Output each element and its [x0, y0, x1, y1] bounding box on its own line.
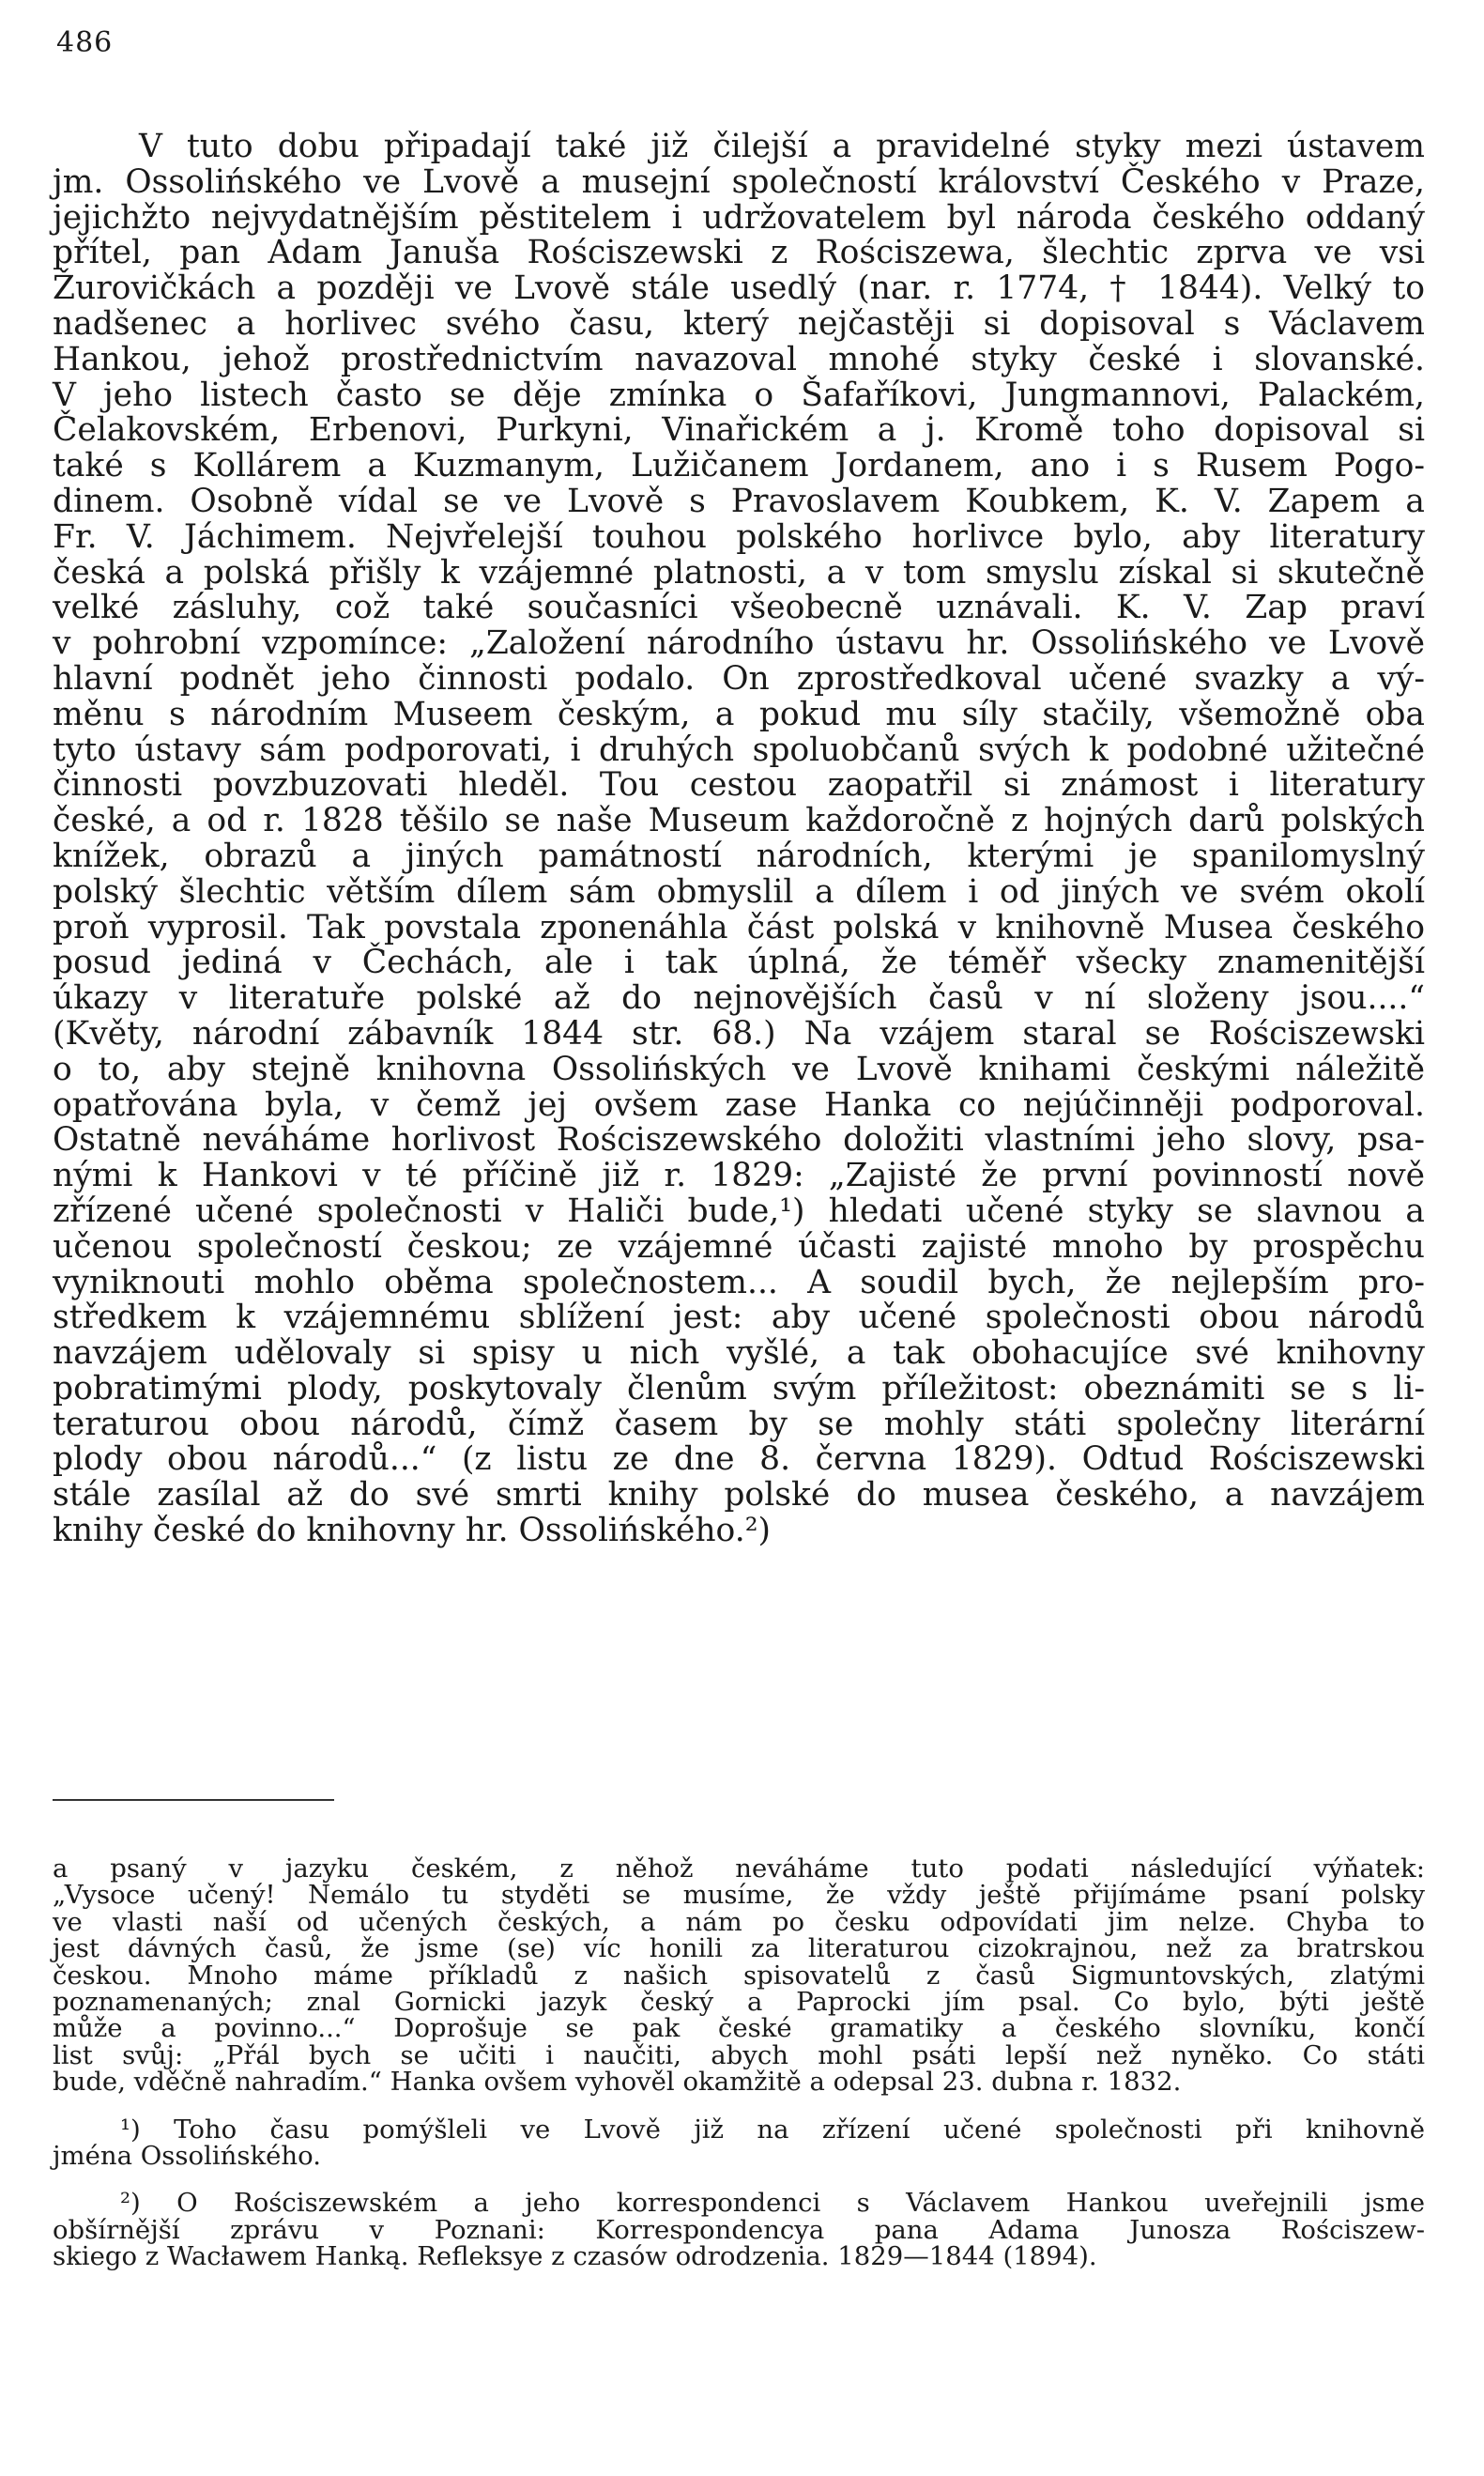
text-line: polský šlechtic větším dílem sám obmyslil a dílem i od jiných ve svém okolí: [53, 872, 1425, 911]
text-line: posud jediná v Čechách, ale i tak úplná, že téměř všecky znamenitější: [53, 944, 1425, 982]
text-line: jm. Ossolińského ve Lvově a musejní společností království Českého v Praze,: [53, 162, 1425, 201]
text-line: zřízené učené společnosti v Haliči bude,¹) hledati učené styky se slavnou a: [53, 1192, 1425, 1230]
footnote-separator: [53, 1799, 334, 1801]
text-line: nými k Hankovi v té příčině již r. 1829: „Zajisté že první povinností nově: [53, 1157, 1425, 1195]
text-line: stále zasílal až do své smrti knihy polské do musea českého, a navzájem: [53, 1476, 1425, 1515]
text-line: úkazy v literatuře polské až do nejnovějších časů v ní složeny jsou....“: [53, 979, 1425, 1018]
footnotes: [53, 1855, 1425, 2290]
footnote-line: ¹) Toho času pomýšleli ve Lvově již na zřízení učené společnosti při knihovně: [120, 2114, 1425, 2145]
text-line: Žurovičkách a později ve Lvově stále usedlý (nar. r. 1774, † 1844). Velký to: [53, 269, 1425, 308]
text-line: činnosti povzbuzovati hleděl. Tou cestou zaopatřil si známost i literatury: [53, 766, 1425, 805]
text-line: V jeho listech často se děje zmínka o Šafaříkovi, Jungmannovi, Palackém,: [53, 376, 1425, 414]
text-line: středkem k vzájemnému sblížení jest: aby učené společnosti obou národů: [53, 1299, 1425, 1337]
footnote-1: [53, 2116, 1425, 2170]
footnote-line: ve vlasti naší od učených českých, a nám po česku odpovídati jim nelze. Chyba to: [53, 1906, 1425, 1937]
footnote-line: poznamenaných; znal Gornicki jazyk český a Paprocki jím psal. Co bylo, býti ještě: [53, 1986, 1425, 2017]
text-line: tyto ústavy sám podporovati, i druhých spoluobčanů svých k podobné užitečné: [53, 730, 1425, 769]
text-line: knížek, obrazů a jiných památností národních, kterými je spanilomyslný: [53, 837, 1425, 875]
text-line: o to, aby stejně knihovna Ossolińských ve Lvově knihami českými náležitě: [53, 1050, 1425, 1088]
footnote-line: jest dávných časů, že jsme (se) víc honili za literaturou cizokrajnou, než za bratrskou: [53, 1933, 1425, 1964]
page-number: 486: [56, 26, 114, 59]
text-line: (Květy, národní zábavník 1844 str. 68.) Na vzájem staral se Rościszewski: [53, 1014, 1425, 1053]
footnote-2: [53, 2188, 1425, 2272]
text-line: V tuto dobu připadají také již čilejší a pravidelné styky mezi ústavem: [139, 128, 1425, 165]
text-line: měnu s národním Museem českým, a pokud mu síly stačily, všemožně oba: [53, 695, 1425, 733]
text-line: jejichžto nejvydatnějším pěstitelem i udržovatelem byl národa českého oddaný: [53, 198, 1425, 237]
text-line: Ostatně neváháme horlivost Rościszewského doložiti vlastními jeho slovy, psa-: [53, 1121, 1425, 1160]
text-line: učenou společností českou; ze vzájemné účasti zajisté mnoho by prospěchu: [53, 1227, 1425, 1266]
footnote-line: a psaný v jazyku českém, z něhož neváháme tuto podati následující výňatek:: [53, 1853, 1425, 1884]
footnote-line: skiego z Wacławem Hanką. Refleksye z czasów odrodzenia. 1829—1844 (1894).: [53, 2241, 1097, 2272]
text-line: knihy české do knihovny hr. Ossolińského.²): [53, 1512, 771, 1550]
text-line: plody obou národů...“ (z listu ze dne 8. června 1829). Odtud Rościszewski: [53, 1440, 1425, 1479]
text-line: také s Kollárem a Kuzmanym, Lužičanem Jordanem, ano i s Rusem Pogo-: [53, 447, 1425, 485]
text-line: přítel, pan Adam Januša Rościszewski z Rościszewa, šlechtic zprva ve vsi: [53, 234, 1425, 272]
text-line: Čelakovském, Erbenovi, Purkyni, Vinařickém a j. Kromě toho dopisoval si: [53, 411, 1425, 450]
text-line: proň vyprosil. Tak povstala zponenáhla část polská v knihovně Musea českého: [53, 908, 1425, 946]
footnote-line: ²) O Rościszewském a jeho korrespondenci s Václavem Hankou uveřejnili jsme: [120, 2188, 1425, 2219]
text-line: Hankou, jehož prostřednictvím navazoval mnohé styky české i slovanské.: [53, 340, 1425, 378]
text-line: česká a polská přišly k vzájemné platnosti, a v tom smyslu získal si skutečně: [53, 553, 1425, 592]
footnote-line: českou. Mnoho máme příkladů z našich spisovatelů z časů Sigmuntovských, zlatými: [53, 1960, 1425, 1991]
text-line: Fr. V. Jáchimem. Nejvřelejší touhou polského horlivce bylo, aby literatury: [53, 517, 1425, 556]
text-line: navzájem udělovaly si spisy u nich vyšlé, a tak obohacujíce své knihovny: [53, 1334, 1425, 1373]
text-line: velké zásluhy, což také současníci všeobecně uznávali. K. V. Zap praví: [53, 589, 1425, 627]
main-paragraph: [53, 130, 1425, 1549]
text-line: vyniknouti mohlo oběma společnostem... A soudil bych, že nejlepším pro-: [53, 1263, 1425, 1301]
text-line: teraturou obou národů, čímž časem by se mohly státi společny literární: [53, 1405, 1425, 1443]
footnote-line: „Vysoce učený! Nemálo tu styděti se musíme, že vždy ještě přijímáme psaní polsky: [53, 1880, 1425, 1911]
text-line: české, a od r. 1828 těšilo se naše Museum každoročně z hojných darů polských: [53, 802, 1425, 840]
footnote-continuation: [53, 1855, 1425, 2096]
text-line: hlavní podnět jeho činnosti podalo. On zprostředkoval učené svazky a vý-: [53, 659, 1425, 698]
footnote-line: jména Ossolińského.: [53, 2140, 321, 2171]
text-line: opatřována byla, v čemž jej ovšem zase Hanka co nejúčinněji podporoval.: [53, 1085, 1425, 1124]
text-line: v pohrobní vzpomínce: „Založení národního ústavu hr. Ossolińského ve Lvově: [53, 624, 1425, 663]
text-line: dinem. Osobně vídal se ve Lvově s Pravoslavem Koubkem, K. V. Zapem a: [53, 482, 1425, 520]
footnote-line: bude, vděčně nahradím.“ Hanka ovšem vyhověl okamžitě a odepsal 23. dubna r. 1832.: [53, 2067, 1182, 2098]
footnote-line: obšírnější zprávu v Poznani: Korrespondencya pana Adama Junosza Rościszew-: [53, 2214, 1425, 2245]
text-line: pobratimými plody, poskytovaly členům svým příležitost: obeznámiti se s li-: [53, 1369, 1425, 1407]
text-line: nadšenec a horlivec svého času, který nejčastěji si dopisoval s Václavem: [53, 304, 1425, 343]
footnote-line: může a povinno...“ Doprošuje se pak české gramatiky a českého slovníku, končí: [53, 2013, 1425, 2044]
footnote-line: list svůj: „Přál bych se učiti i naučiti, abych mohl psáti lepší než nyněko. Co státi: [53, 2039, 1425, 2070]
